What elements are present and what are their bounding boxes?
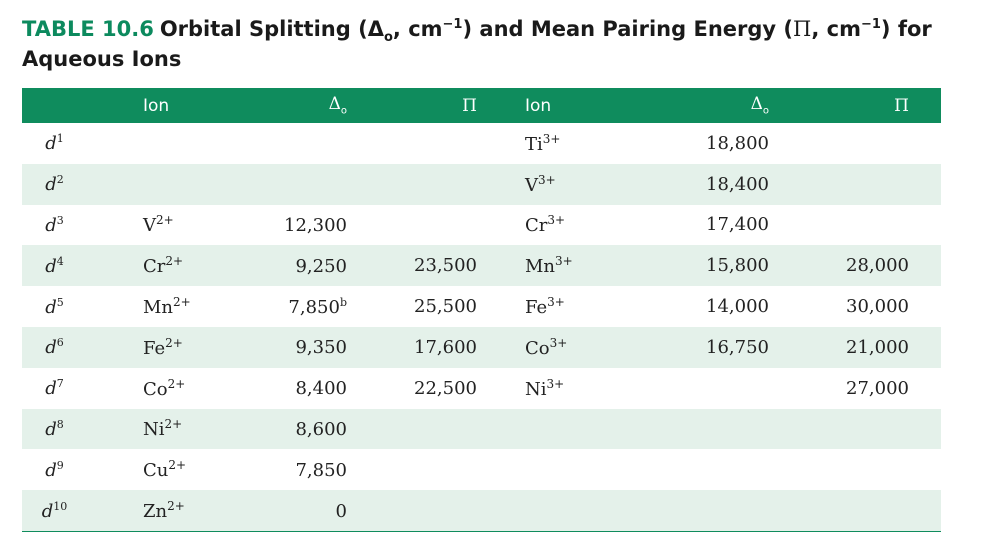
delta-o-value: 8,400 <box>295 378 347 400</box>
config-d: d <box>45 133 57 155</box>
title-part2: , cm <box>392 17 443 41</box>
ion-2plus <box>127 123 239 164</box>
config-d: d <box>41 500 54 522</box>
ion-3plus <box>509 123 629 164</box>
config-count: 4 <box>56 254 64 268</box>
delta-sub: o <box>762 105 769 117</box>
delta-o-3plus <box>629 368 801 409</box>
ion-2plus <box>127 490 239 531</box>
header-ion-2: Ion <box>509 88 629 123</box>
header-pi-2 <box>801 88 941 123</box>
delta-symbol: Δ <box>328 94 341 115</box>
ion-charge: 3+ <box>547 295 565 310</box>
pairing-energy-3plus: 27,000 <box>846 377 909 399</box>
electron-config <box>22 286 127 327</box>
electron-config <box>22 449 127 490</box>
title-pi: Π <box>793 17 812 41</box>
pairing-energy-3plus: 21,000 <box>801 327 941 368</box>
ion-charge: 3+ <box>555 254 573 269</box>
delta-o-2plus <box>239 327 379 368</box>
ion-symbol: Zn <box>143 501 168 523</box>
ion-2plus <box>127 409 239 450</box>
ion-symbol: V <box>525 174 538 196</box>
config-count: 7 <box>56 377 64 391</box>
delta-o-3plus <box>629 490 801 531</box>
config-d: d <box>45 337 57 359</box>
ion-3plus <box>509 286 629 327</box>
header-config <box>22 88 127 123</box>
table-row <box>22 327 941 368</box>
ion-charge: 2+ <box>164 417 183 432</box>
ion-symbol: Mn <box>525 256 556 278</box>
table-row <box>22 368 941 409</box>
ion-charge: 2+ <box>167 499 185 514</box>
header-delta-1 <box>239 88 379 123</box>
delta-symbol: Δ <box>750 94 763 115</box>
ion-charge: 3+ <box>546 376 565 391</box>
title-part3: ) and Mean Pairing Energy ( <box>462 17 793 41</box>
pairing-energy-2plus <box>379 123 509 164</box>
pairing-energy-2plus: 25,500 <box>414 296 477 318</box>
title-exp2: −1 <box>860 17 881 32</box>
delta-o-2plus <box>239 449 379 490</box>
ion-3plus <box>509 205 629 246</box>
delta-o-2plus <box>239 205 379 246</box>
ion-symbol: Cu <box>143 460 169 482</box>
ion-symbol: Ti <box>525 133 543 155</box>
electron-config <box>22 490 127 531</box>
delta-o-3plus <box>629 449 801 490</box>
delta-o-3plus: 18,400 <box>629 164 801 205</box>
electron-config <box>22 245 127 286</box>
title-exp: −1 <box>442 17 463 32</box>
table-row <box>22 286 941 327</box>
config-count: 3 <box>56 213 64 227</box>
electron-config <box>22 164 127 205</box>
ion-2plus <box>127 164 239 205</box>
ion-2plus <box>127 245 239 286</box>
pairing-energy-3plus: 28,000 <box>801 245 941 286</box>
footnote-mark: b <box>339 295 347 309</box>
ion-charge: 2+ <box>165 254 184 269</box>
ion-symbol: Co <box>525 337 550 359</box>
table-title <box>22 14 962 74</box>
data-table <box>22 88 941 532</box>
ion-2plus <box>127 327 239 368</box>
config-d: d <box>45 378 57 400</box>
delta-o-2plus <box>239 164 379 205</box>
pairing-energy-2plus: 23,500 <box>379 245 509 286</box>
config-count: 1 <box>56 132 64 146</box>
ion-3plus <box>509 164 629 205</box>
config-d: d <box>45 214 57 236</box>
delta-sub: o <box>340 105 347 117</box>
delta-o-value: 7,850 <box>295 459 347 481</box>
delta-o-value: 0 <box>335 500 347 522</box>
delta-o-3plus: 15,800 <box>629 245 801 286</box>
config-count: 8 <box>56 417 64 431</box>
delta-o-3plus: 14,000 <box>706 296 769 318</box>
delta-o-2plus <box>239 409 379 450</box>
header-row <box>22 88 941 123</box>
delta-o-value: 7,850 <box>288 296 340 318</box>
ion-charge: 2+ <box>165 335 183 350</box>
delta-o-value: 9,350 <box>295 337 347 359</box>
electron-config <box>22 327 127 368</box>
header-delta-2 <box>629 88 801 123</box>
ion-3plus <box>509 327 629 368</box>
pairing-energy-2plus <box>379 490 509 531</box>
delta-o-2plus <box>239 123 379 164</box>
pairing-energy-3plus <box>801 490 941 531</box>
ion-2plus <box>127 205 239 246</box>
ion-2plus <box>127 449 239 490</box>
title-part4: , cm <box>811 17 861 41</box>
header-pi-1 <box>379 88 509 123</box>
title-delta-sub: o <box>383 30 393 46</box>
delta-o-2plus <box>239 245 379 286</box>
ion-symbol: Cr <box>143 256 166 278</box>
pairing-energy-2plus: 22,500 <box>414 377 477 399</box>
ion-symbol: Ni <box>525 378 547 400</box>
ion-3plus <box>509 409 629 450</box>
config-d: d <box>45 418 57 440</box>
table-row <box>22 449 941 490</box>
ion-3plus <box>509 245 629 286</box>
title-part5: ) for Aqueous Ions <box>22 17 932 71</box>
delta-o-3plus <box>629 409 801 450</box>
config-d: d <box>45 459 57 481</box>
table-row <box>22 205 941 246</box>
delta-o-2plus <box>239 368 379 409</box>
config-count: 6 <box>56 336 64 350</box>
electron-config <box>22 368 127 409</box>
ion-symbol: Fe <box>525 297 548 319</box>
table-row <box>22 490 941 531</box>
table-row <box>22 123 941 164</box>
config-count: 5 <box>56 295 64 309</box>
table-number: TABLE 10.6 <box>22 17 154 41</box>
config-d: d <box>45 255 57 277</box>
ion-charge: 2+ <box>173 295 191 310</box>
electron-config <box>22 123 127 164</box>
header-ion-1: Ion <box>127 88 239 123</box>
config-count: 10 <box>53 499 68 513</box>
config-count: 9 <box>56 458 64 472</box>
pairing-energy-3plus <box>801 123 941 164</box>
title-delta: Δ <box>367 17 384 41</box>
ion-symbol: Co <box>143 378 168 400</box>
table-row <box>22 245 941 286</box>
pi-symbol: Π <box>462 95 477 116</box>
ion-charge: 2+ <box>156 213 174 228</box>
config-count: 2 <box>56 173 64 187</box>
pairing-energy-2plus: 17,600 <box>379 327 509 368</box>
ion-2plus <box>127 368 239 409</box>
ion-charge: 2+ <box>167 376 186 391</box>
pairing-energy-2plus <box>379 449 509 490</box>
ion-3plus <box>509 449 629 490</box>
title-part1: Orbital Splitting ( <box>159 17 368 41</box>
ion-3plus <box>509 368 629 409</box>
pairing-energy-2plus <box>379 164 509 205</box>
ion-symbol: Ni <box>143 419 165 441</box>
delta-o-2plus <box>239 490 379 531</box>
delta-o-2plus <box>239 286 379 327</box>
pairing-energy-2plus <box>379 205 509 246</box>
config-d: d <box>45 174 57 196</box>
delta-o-3plus: 18,800 <box>706 132 769 154</box>
ion-symbol: Cr <box>525 215 548 237</box>
ion-charge: 3+ <box>549 335 568 350</box>
electron-config <box>22 409 127 450</box>
electron-config <box>22 205 127 246</box>
ion-symbol: V <box>143 215 156 237</box>
delta-o-value: 9,250 <box>295 255 347 277</box>
pairing-energy-3plus <box>801 449 941 490</box>
delta-o-3plus: 17,400 <box>706 214 769 236</box>
ion-2plus <box>127 286 239 327</box>
pairing-energy-3plus <box>801 164 941 205</box>
ion-charge: 3+ <box>547 213 566 228</box>
delta-o-3plus: 16,750 <box>629 327 801 368</box>
pi-symbol: Π <box>894 95 909 116</box>
table-row <box>22 409 941 450</box>
ion-charge: 3+ <box>542 131 561 146</box>
table-row <box>22 164 941 205</box>
delta-o-value: 8,600 <box>295 418 347 440</box>
ion-symbol: Fe <box>143 337 166 359</box>
ion-symbol: Mn <box>143 297 174 319</box>
delta-o-value: 12,300 <box>284 214 347 236</box>
ion-charge: 3+ <box>538 172 556 187</box>
pairing-energy-3plus <box>801 205 941 246</box>
ion-3plus <box>509 490 629 531</box>
pairing-energy-3plus <box>801 409 941 450</box>
pairing-energy-2plus <box>379 409 509 450</box>
config-d: d <box>45 296 57 318</box>
ion-charge: 2+ <box>168 458 187 473</box>
pairing-energy-3plus: 30,000 <box>846 296 909 318</box>
